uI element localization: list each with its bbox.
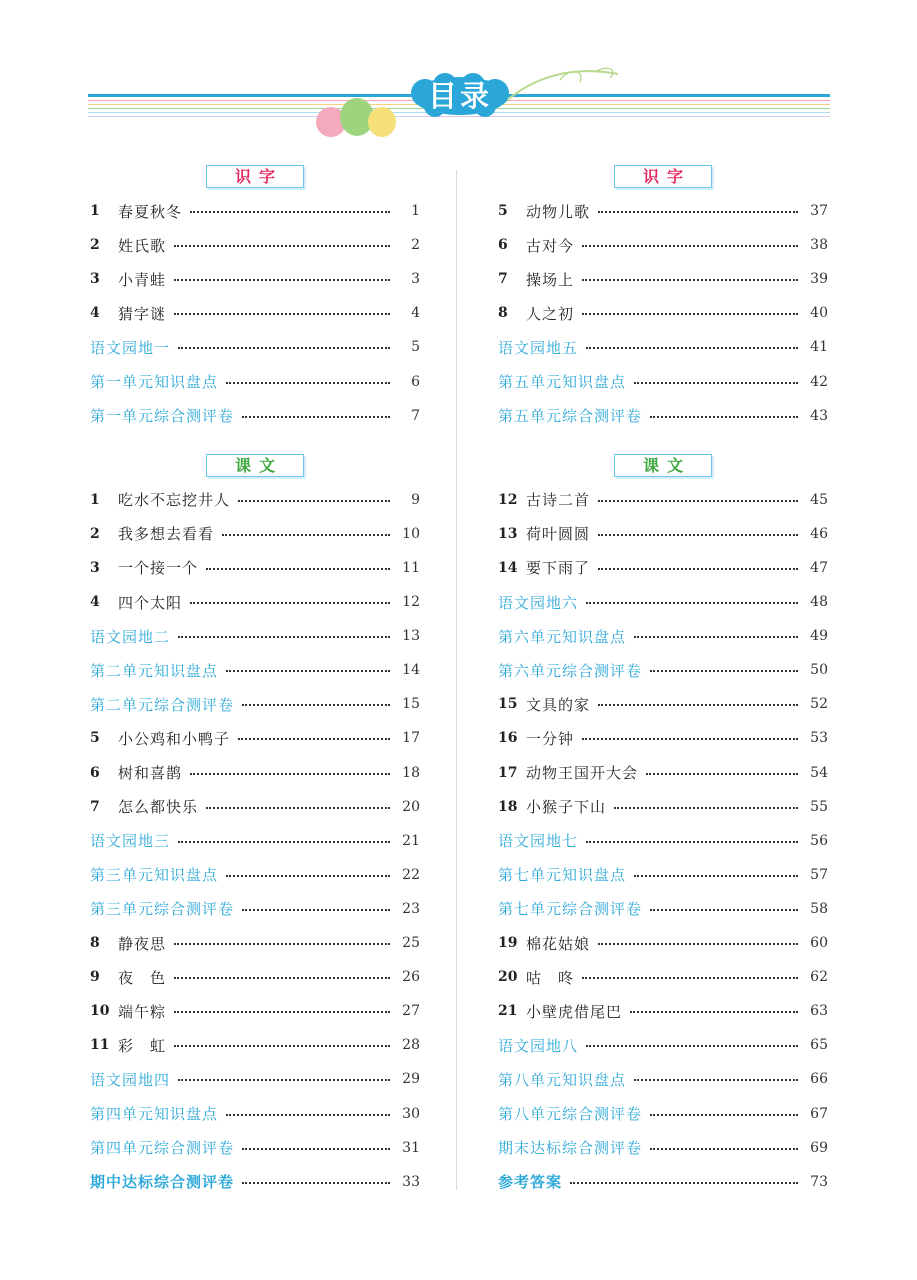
dot-leader bbox=[582, 245, 798, 247]
dot-leader bbox=[586, 602, 798, 604]
dot-leader bbox=[650, 1148, 798, 1150]
toc-entry-title: 第三单元综合测评卷 bbox=[90, 900, 235, 919]
toc-entry-title: 一个接一个 bbox=[118, 559, 199, 578]
toc-entry-page: 28 bbox=[402, 1037, 420, 1054]
toc-entry-number: 21 bbox=[498, 1003, 518, 1020]
toc-entry-page: 17 bbox=[402, 730, 420, 747]
toc-entry-title: 静夜思 bbox=[118, 934, 167, 953]
toc-entry-title: 猜字谜 bbox=[118, 304, 167, 323]
toc-entry-title: 咕 咚 bbox=[526, 968, 575, 987]
toc-entry-page: 22 bbox=[402, 866, 420, 883]
toc-entry-number: 4 bbox=[90, 305, 100, 322]
dot-leader bbox=[226, 382, 390, 384]
toc-entry[interactable] bbox=[90, 795, 420, 819]
toc-entry[interactable] bbox=[498, 1067, 828, 1091]
toc-entry[interactable] bbox=[90, 761, 420, 785]
dot-leader bbox=[226, 1114, 390, 1116]
toc-entry[interactable] bbox=[498, 335, 828, 359]
toc-entry-number: 9 bbox=[90, 969, 100, 986]
toc-entry-page: 25 bbox=[402, 935, 420, 951]
toc-entry-page: 15 bbox=[402, 696, 420, 713]
toc-entry-page: 18 bbox=[402, 764, 420, 781]
dot-leader bbox=[634, 1079, 798, 1081]
toc-entry-title: 端午粽 bbox=[118, 1002, 167, 1021]
toc-entry[interactable] bbox=[90, 522, 420, 546]
toc-entry-title: 吃水不忘挖井人 bbox=[118, 491, 231, 510]
toc-entry[interactable] bbox=[498, 658, 828, 682]
toc-entry[interactable] bbox=[90, 233, 420, 257]
toc-entry-title: 第四单元知识盘点 bbox=[90, 1105, 219, 1123]
toc-entry-number: 20 bbox=[498, 969, 518, 986]
toc-entry[interactable] bbox=[498, 829, 828, 853]
toc-entry[interactable] bbox=[498, 795, 828, 819]
section-heading-kewen: 课文 bbox=[614, 454, 712, 477]
toc-entry-number: 18 bbox=[498, 798, 518, 815]
toc-entry-title: 小猴子下山 bbox=[526, 798, 607, 817]
toc-entry[interactable] bbox=[90, 267, 420, 291]
dot-leader bbox=[174, 1045, 390, 1047]
toc-entry-title: 小公鸡和小鸭子 bbox=[118, 729, 231, 748]
toc-entry-title: 语文园地五 bbox=[498, 338, 579, 357]
toc-entry-number: 11 bbox=[90, 1037, 110, 1054]
dot-leader bbox=[598, 943, 798, 945]
toc-entry[interactable] bbox=[90, 488, 420, 512]
toc-entry[interactable] bbox=[90, 1136, 420, 1160]
toc-entry-number: 3 bbox=[90, 559, 100, 576]
toc-entry[interactable] bbox=[498, 624, 828, 648]
toc-entry-page: 40 bbox=[810, 305, 828, 322]
yellow-balloon-icon bbox=[368, 107, 396, 137]
dot-leader bbox=[174, 943, 390, 945]
toc-entry-page: 55 bbox=[810, 798, 828, 815]
toc-entry[interactable] bbox=[498, 1102, 828, 1126]
toc-entry-number: 16 bbox=[498, 730, 518, 747]
toc-entry-number: 13 bbox=[498, 525, 518, 542]
dot-leader bbox=[650, 670, 798, 672]
toc-entry-title: 第七单元知识盘点 bbox=[498, 866, 627, 885]
toc-entry-page: 50 bbox=[810, 662, 828, 679]
toc-entry-page: 45 bbox=[810, 491, 828, 508]
dot-leader bbox=[598, 500, 798, 502]
toc-entry-title: 第二单元综合测评卷 bbox=[90, 695, 235, 714]
dot-leader bbox=[582, 279, 798, 281]
dot-leader bbox=[634, 875, 798, 877]
dot-leader bbox=[630, 1011, 798, 1013]
toc-entry-page: 4 bbox=[411, 305, 420, 322]
toc-entry-title: 文具的家 bbox=[526, 695, 591, 714]
toc-entry-page: 7 bbox=[411, 407, 420, 424]
toc-entry-title: 荷叶圆圆 bbox=[526, 525, 591, 544]
dot-leader bbox=[190, 773, 390, 775]
toc-entry[interactable] bbox=[498, 1170, 828, 1194]
toc-entry-page: 31 bbox=[402, 1139, 420, 1156]
toc-entry-title: 要下雨了 bbox=[526, 559, 591, 578]
toc-entry-page: 37 bbox=[810, 203, 828, 219]
toc-entry-number: 12 bbox=[498, 491, 518, 508]
toc-entry-page: 43 bbox=[810, 407, 828, 424]
toc-entry[interactable] bbox=[498, 370, 828, 394]
dot-leader bbox=[242, 1148, 390, 1150]
toc-entry-title: 语文园地二 bbox=[90, 627, 171, 646]
toc-entry[interactable] bbox=[498, 1033, 828, 1057]
toc-entry[interactable] bbox=[90, 1067, 420, 1091]
toc-entry-number: 7 bbox=[90, 798, 100, 815]
toc-entry[interactable] bbox=[90, 1170, 420, 1194]
toc-entry-title: 第四单元综合测评卷 bbox=[90, 1139, 235, 1158]
toc-entry[interactable] bbox=[90, 692, 420, 716]
toc-entry-number: 2 bbox=[90, 525, 100, 542]
toc-entry[interactable] bbox=[90, 829, 420, 853]
toc-entry-title: 操场上 bbox=[526, 270, 575, 289]
toc-entry[interactable] bbox=[90, 590, 420, 614]
toc-entry-page: 62 bbox=[810, 969, 828, 986]
dot-leader bbox=[582, 313, 798, 315]
toc-entry[interactable] bbox=[498, 692, 828, 716]
toc-entry[interactable] bbox=[90, 301, 420, 325]
toc-entry[interactable] bbox=[498, 931, 828, 955]
toc-entry[interactable] bbox=[90, 931, 420, 955]
toc-entry-title: 第三单元知识盘点 bbox=[90, 866, 219, 885]
toc-entry[interactable] bbox=[90, 335, 420, 359]
dot-leader bbox=[222, 534, 390, 536]
toc-entry-title: 第八单元综合测评卷 bbox=[498, 1105, 643, 1123]
toc-entry-title: 第一单元综合测评卷 bbox=[90, 407, 235, 426]
dot-leader bbox=[174, 245, 390, 247]
toc-entry[interactable] bbox=[90, 370, 420, 394]
toc-entry-title: 彩 虹 bbox=[118, 1036, 167, 1055]
dot-leader bbox=[570, 1182, 798, 1184]
dot-leader bbox=[174, 1011, 390, 1013]
toc-entry-page: 46 bbox=[810, 525, 828, 542]
section-heading-kewen: 课文 bbox=[206, 454, 304, 477]
toc-entry-page: 27 bbox=[402, 1003, 420, 1020]
toc-entry-title: 语文园地一 bbox=[90, 338, 171, 357]
toc-entry-number: 2 bbox=[90, 237, 100, 254]
toc-entry[interactable] bbox=[90, 556, 420, 580]
toc-entry-title: 第八单元知识盘点 bbox=[498, 1070, 627, 1089]
toc-entry-number: 1 bbox=[90, 203, 100, 219]
toc-entry-page: 63 bbox=[810, 1003, 828, 1020]
dot-leader bbox=[238, 500, 390, 502]
toc-entry-title: 古对今 bbox=[526, 236, 575, 255]
toc-entry[interactable] bbox=[498, 199, 828, 223]
dot-leader bbox=[650, 909, 798, 911]
toc-entry-title: 动物儿歌 bbox=[526, 202, 591, 221]
dot-leader bbox=[634, 636, 798, 638]
toc-entry-page: 57 bbox=[810, 866, 828, 883]
toc-entry-title: 春夏秋冬 bbox=[118, 202, 183, 221]
toc-entry[interactable] bbox=[90, 726, 420, 750]
toc-entry-number: 10 bbox=[90, 1003, 110, 1020]
toc-entry-page: 42 bbox=[810, 373, 828, 390]
toc-entry-page: 38 bbox=[810, 237, 828, 254]
toc-entry[interactable] bbox=[498, 965, 828, 989]
toc-entry-page: 5 bbox=[411, 339, 420, 356]
toc-entry-page: 33 bbox=[402, 1173, 420, 1190]
toc-entry-page: 58 bbox=[810, 900, 828, 917]
dot-leader bbox=[650, 416, 798, 418]
toc-entry[interactable] bbox=[90, 965, 420, 989]
toc-entry[interactable] bbox=[498, 301, 828, 325]
toc-entry[interactable] bbox=[90, 1033, 420, 1057]
toc-entry-title: 参考答案 bbox=[498, 1173, 563, 1192]
toc-entry-title: 语文园地七 bbox=[498, 832, 579, 851]
toc-entry[interactable] bbox=[90, 624, 420, 648]
toc-entry-page: 69 bbox=[810, 1139, 828, 1156]
toc-entry-number: 7 bbox=[498, 271, 508, 288]
dot-leader bbox=[190, 602, 390, 604]
toc-entry-page: 10 bbox=[402, 525, 420, 542]
toc-entry[interactable] bbox=[498, 233, 828, 257]
toc-entry-title: 第五单元综合测评卷 bbox=[498, 407, 643, 426]
toc-entry-page: 60 bbox=[810, 935, 828, 951]
toc-entry-title: 第六单元知识盘点 bbox=[498, 627, 627, 646]
toc-entry-number: 19 bbox=[498, 935, 518, 951]
toc-entry-number: 6 bbox=[90, 764, 100, 781]
toc-entry-title: 语文园地八 bbox=[498, 1036, 579, 1055]
dot-leader bbox=[178, 636, 390, 638]
toc-entry[interactable] bbox=[498, 556, 828, 580]
dot-leader bbox=[226, 875, 390, 877]
dot-leader bbox=[242, 909, 390, 911]
toc-entry-title: 第七单元综合测评卷 bbox=[498, 900, 643, 919]
toc-entry-page: 29 bbox=[402, 1071, 420, 1088]
dot-leader bbox=[190, 211, 390, 213]
dot-leader bbox=[174, 313, 390, 315]
toc-entry-page: 66 bbox=[810, 1071, 828, 1088]
toc-entry-page: 56 bbox=[810, 832, 828, 849]
toc-entry[interactable] bbox=[90, 863, 420, 887]
dot-leader bbox=[226, 670, 390, 672]
toc-entry-number: 17 bbox=[498, 764, 518, 781]
toc-entry-number: 3 bbox=[90, 271, 100, 288]
toc-entry-title: 期中达标综合测评卷 bbox=[90, 1173, 235, 1192]
toc-entry[interactable] bbox=[498, 761, 828, 785]
section-heading-shizi: 识字 bbox=[206, 165, 304, 188]
dot-leader bbox=[242, 704, 390, 706]
toc-entry-page: 2 bbox=[411, 237, 420, 254]
toc-entry-page: 3 bbox=[411, 271, 420, 288]
vine-decoration-icon bbox=[500, 62, 625, 112]
toc-entry-page: 26 bbox=[402, 969, 420, 986]
dot-leader bbox=[646, 773, 798, 775]
toc-entry-page: 30 bbox=[402, 1105, 420, 1122]
column-divider bbox=[456, 170, 457, 1190]
toc-entry[interactable] bbox=[90, 999, 420, 1023]
toc-entry-title: 古诗二首 bbox=[526, 491, 591, 510]
toc-entry-title: 怎么都快乐 bbox=[118, 798, 199, 817]
dot-leader bbox=[586, 1045, 798, 1047]
toc-entry-page: 23 bbox=[402, 900, 420, 917]
dot-leader bbox=[582, 977, 798, 979]
dot-leader bbox=[614, 807, 798, 809]
dot-leader bbox=[650, 1114, 798, 1116]
toc-entry-number: 8 bbox=[90, 935, 100, 951]
toc-entry-title: 语文园地三 bbox=[90, 832, 171, 851]
toc-entry-page: 47 bbox=[810, 559, 828, 576]
page-title: 目录 bbox=[427, 79, 492, 113]
page-header bbox=[0, 0, 917, 150]
toc-entry-page: 14 bbox=[402, 662, 420, 679]
toc-entry-number: 8 bbox=[498, 305, 508, 322]
toc-entry-number: 5 bbox=[498, 203, 508, 219]
dot-leader bbox=[242, 1182, 390, 1184]
toc-entry-title: 第二单元知识盘点 bbox=[90, 661, 219, 680]
toc-entry-title: 第一单元知识盘点 bbox=[90, 373, 219, 391]
toc-entry-number: 15 bbox=[498, 696, 518, 713]
toc-entry-title: 一分钟 bbox=[526, 729, 575, 748]
toc-entry-page: 65 bbox=[810, 1037, 828, 1054]
toc-entry-page: 12 bbox=[402, 594, 420, 610]
toc-entry-title: 期末达标综合测评卷 bbox=[498, 1139, 643, 1158]
toc-entry-page: 1 bbox=[411, 203, 420, 219]
dot-leader bbox=[238, 738, 390, 740]
toc-entry[interactable] bbox=[498, 1136, 828, 1160]
toc-entry[interactable] bbox=[90, 404, 420, 428]
toc-entry-title: 夜 色 bbox=[118, 968, 167, 987]
toc-entry[interactable] bbox=[90, 1102, 420, 1126]
toc-entry[interactable] bbox=[498, 726, 828, 750]
dot-leader bbox=[206, 568, 390, 570]
toc-entry-title: 人之初 bbox=[526, 304, 575, 323]
toc-entry-page: 54 bbox=[810, 764, 828, 781]
dot-leader bbox=[174, 279, 390, 281]
toc-entry[interactable] bbox=[498, 897, 828, 921]
dot-leader bbox=[242, 416, 390, 418]
toc-entry[interactable] bbox=[498, 999, 828, 1023]
toc-entry[interactable] bbox=[498, 522, 828, 546]
dot-leader bbox=[598, 534, 798, 536]
toc-entry-title: 第六单元综合测评卷 bbox=[498, 661, 643, 680]
dot-leader bbox=[178, 1079, 390, 1081]
toc-entry-title: 棉花姑娘 bbox=[526, 934, 591, 953]
dot-leader bbox=[178, 347, 390, 349]
dot-leader bbox=[586, 841, 798, 843]
toc-entry-page: 20 bbox=[402, 798, 420, 815]
dot-leader bbox=[174, 977, 390, 979]
dot-leader bbox=[598, 568, 798, 570]
toc-entry-number: 6 bbox=[498, 237, 508, 254]
toc-entry-page: 13 bbox=[402, 628, 420, 645]
toc-entry-number: 14 bbox=[498, 559, 518, 576]
toc-entry-number: 1 bbox=[90, 491, 100, 508]
toc-entry-title: 我多想去看看 bbox=[118, 525, 215, 544]
toc-entry[interactable] bbox=[498, 863, 828, 887]
toc-entry-title: 四个太阳 bbox=[118, 593, 183, 612]
toc-entry-title: 动物王国开大会 bbox=[526, 764, 639, 782]
dot-leader bbox=[634, 382, 798, 384]
toc-entry-title: 姓氏歌 bbox=[118, 236, 167, 255]
toc-entry-page: 41 bbox=[810, 339, 828, 356]
toc-entry[interactable] bbox=[498, 267, 828, 291]
toc-entry-number: 5 bbox=[90, 730, 100, 747]
dot-leader bbox=[206, 807, 390, 809]
toc-entry-page: 6 bbox=[411, 373, 420, 390]
toc-entry-page: 49 bbox=[810, 628, 828, 645]
toc-entry-page: 39 bbox=[810, 271, 828, 288]
toc-entry-title: 语文园地四 bbox=[90, 1070, 171, 1089]
toc-entry-title: 小壁虎借尾巴 bbox=[526, 1002, 623, 1021]
toc-entry-page: 21 bbox=[402, 832, 420, 849]
toc-entry[interactable] bbox=[498, 590, 828, 614]
toc-entry-page: 9 bbox=[411, 491, 420, 508]
dot-leader bbox=[598, 211, 798, 213]
toc-entry-title: 语文园地六 bbox=[498, 593, 579, 612]
toc-entry-page: 11 bbox=[402, 559, 420, 576]
toc-entry-page: 53 bbox=[810, 730, 828, 747]
toc-entry[interactable] bbox=[90, 658, 420, 682]
dot-leader bbox=[178, 841, 390, 843]
dot-leader bbox=[598, 704, 798, 706]
toc-entry-title: 第五单元知识盘点 bbox=[498, 373, 627, 391]
toc-entry[interactable] bbox=[498, 488, 828, 512]
toc-entry-page: 52 bbox=[810, 696, 828, 713]
toc-entry-page: 48 bbox=[810, 594, 828, 610]
section-heading-shizi: 识字 bbox=[614, 165, 712, 188]
dot-leader bbox=[586, 347, 798, 349]
toc-entry[interactable] bbox=[498, 404, 828, 428]
toc-entry-page: 67 bbox=[810, 1105, 828, 1122]
toc-entry[interactable] bbox=[90, 897, 420, 921]
toc-entry-title: 小青蛙 bbox=[118, 270, 167, 289]
toc-entry-title: 树和喜鹊 bbox=[118, 764, 183, 782]
toc-entry-page: 73 bbox=[810, 1173, 828, 1190]
toc-entry[interactable] bbox=[90, 199, 420, 223]
dot-leader bbox=[582, 738, 798, 740]
toc-entry-number: 4 bbox=[90, 594, 100, 610]
